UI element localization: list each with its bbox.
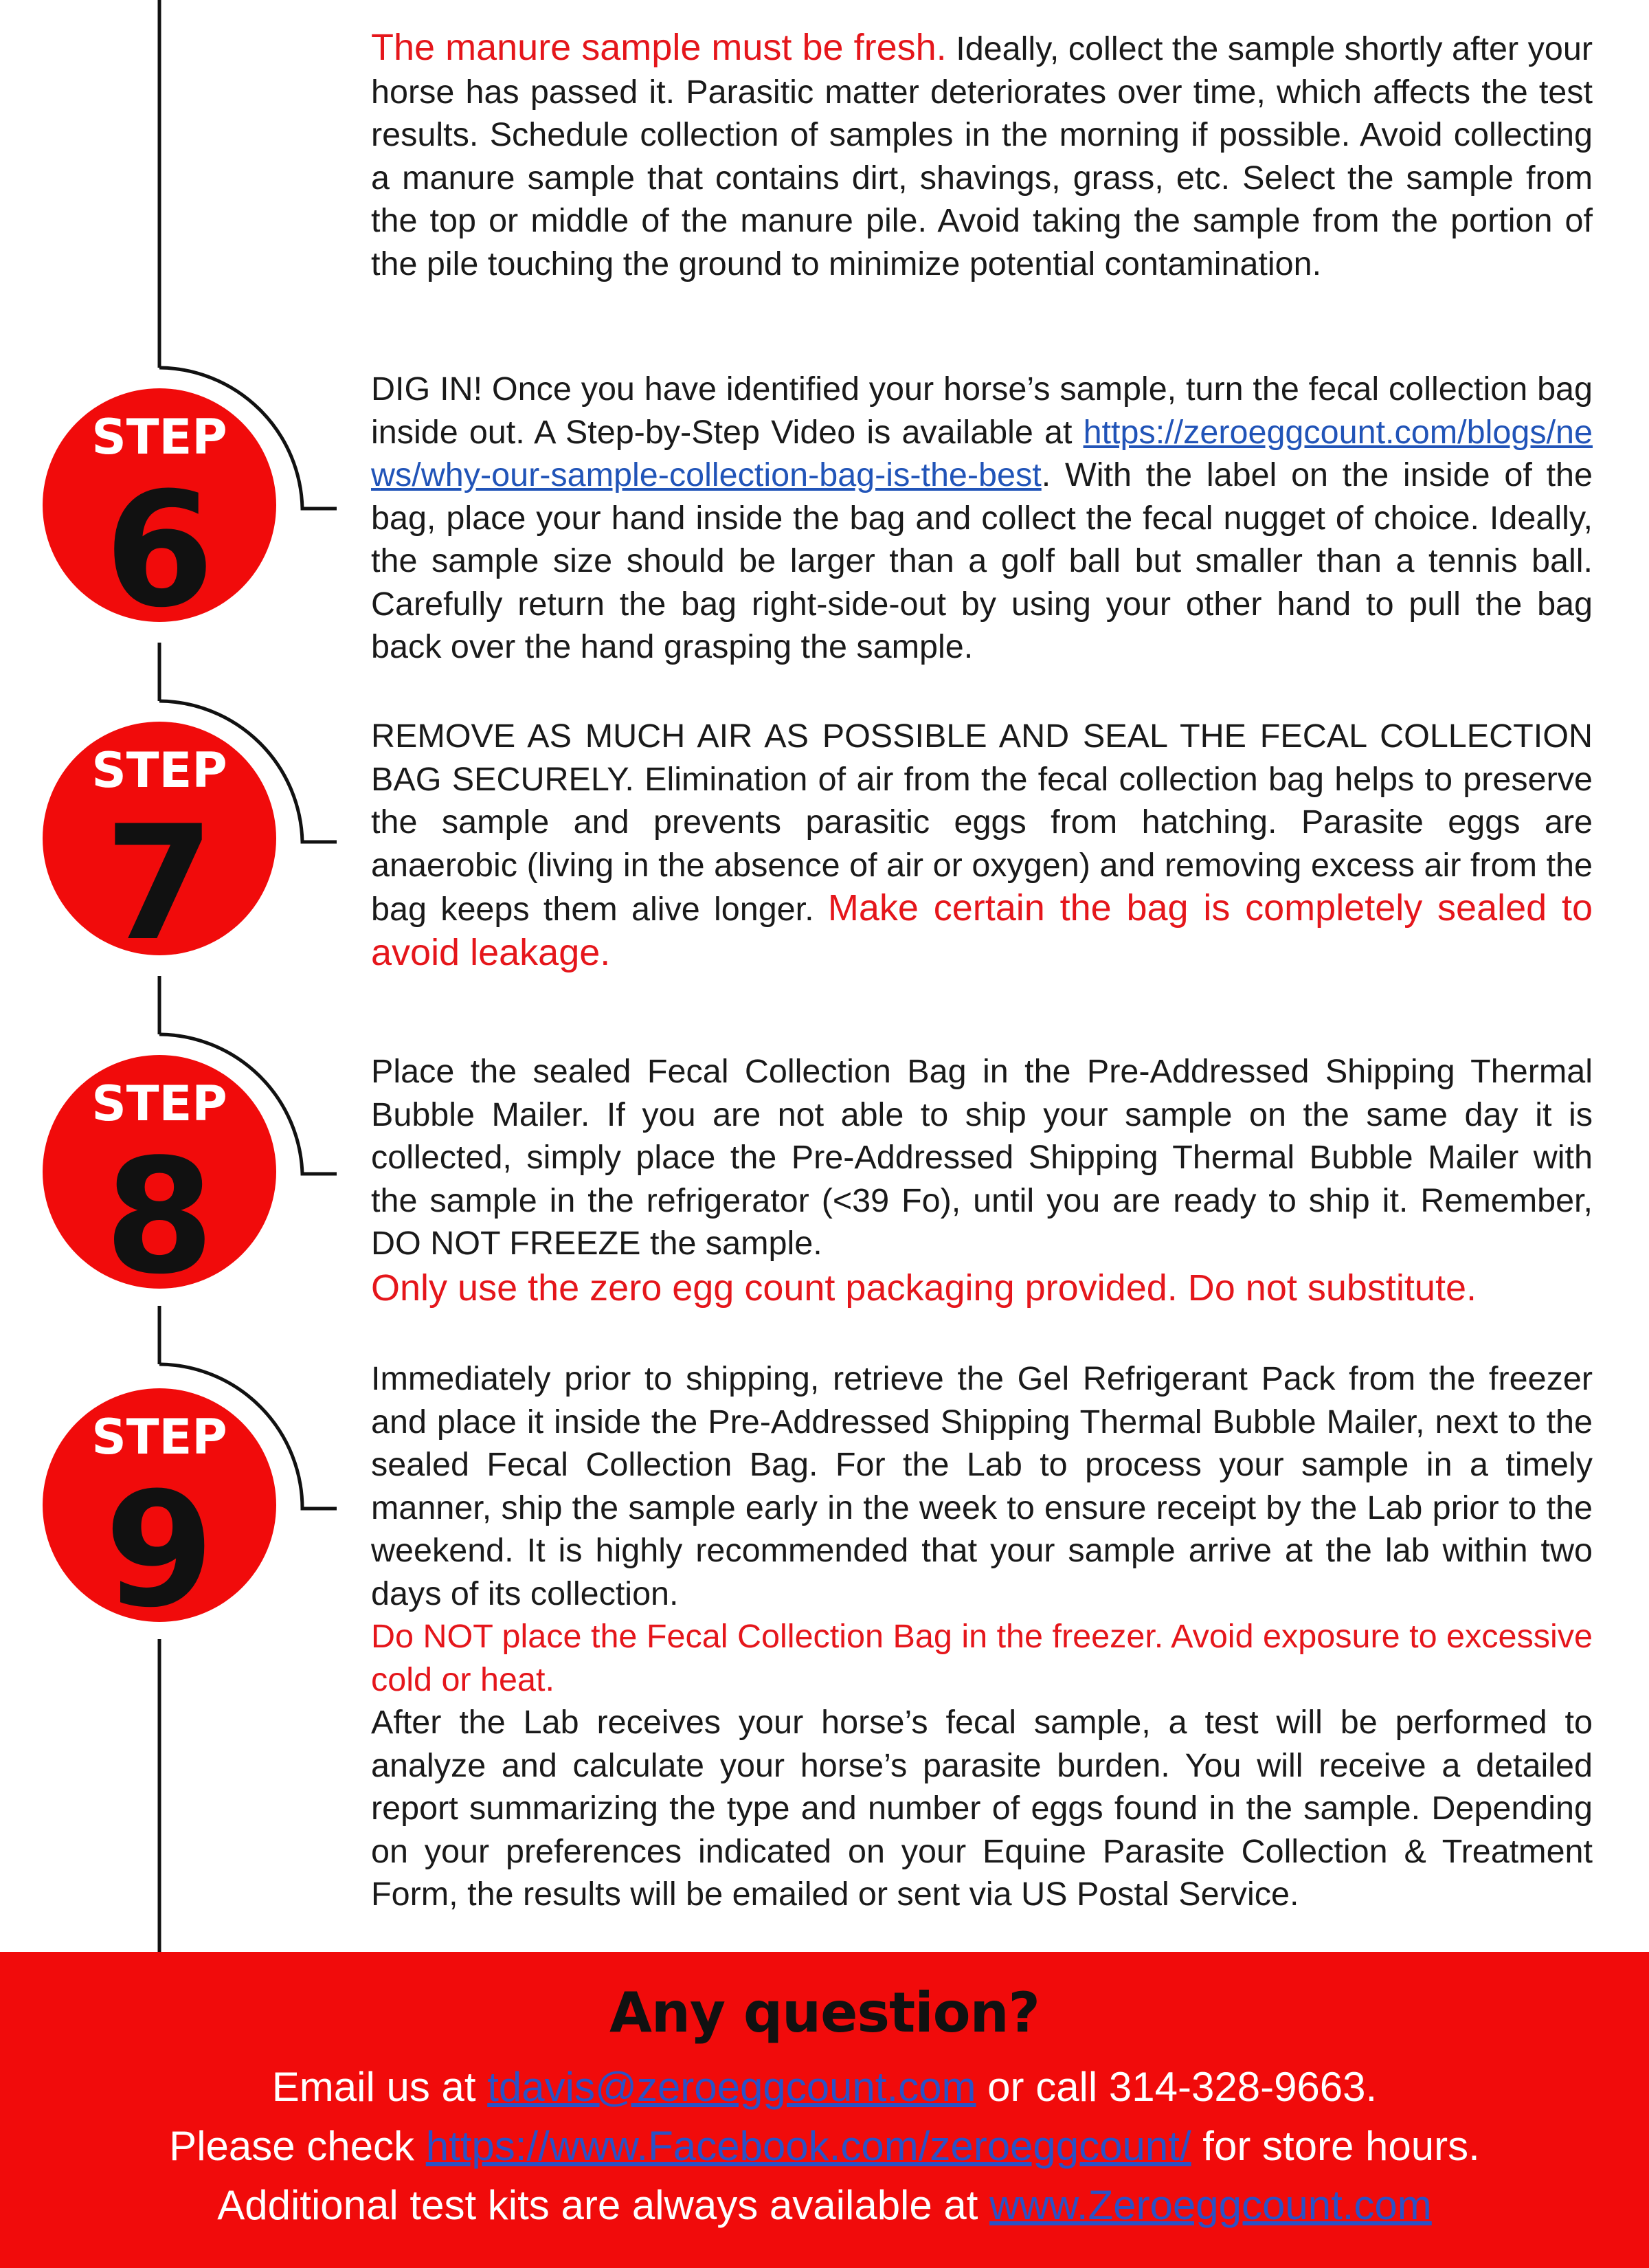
step6-paragraph [371, 368, 1593, 669]
step-label: STEP [91, 742, 227, 799]
facebook-suffix: for store hours. [1191, 2123, 1480, 2169]
step-badge-9 [43, 1388, 276, 1643]
step8-paragraph [371, 1050, 1593, 1311]
step-timeline [0, 0, 357, 1952]
contact-footer [0, 1952, 1649, 2268]
facebook-link[interactable]: https://www.Facebook.com/zeroeggcount/ [425, 2123, 1191, 2169]
step8-warning: Only use the zero egg count packaging provided. Do not substitute. [371, 1267, 1477, 1309]
step-label: STEP [91, 1409, 227, 1465]
intro-paragraph [371, 26, 1593, 285]
step9-text: Immediately prior to shipping, retrieve the Gel Refrigerant Pack from the freezer and place it inside the Pre-Addressed Shipping Thermal Bubble Mailer, next to the sealed Fecal Collection Bag. For the Lab to process your sample in a timely manner, ship the sample early in the week to ensure receipt by the Lab prior to the weekend. It is highly recommended that your sample arrive at the lab within two days of its collection. [371, 1360, 1593, 1612]
intro-highlight: The manure sample must be fresh. [371, 27, 947, 68]
email-prefix: Email us at [271, 2064, 488, 2110]
email-suffix: or call 314-328-9663. [976, 2064, 1378, 2110]
site-prefix: Additional test kits are always available at [217, 2182, 990, 2228]
step-number: 6 [104, 459, 215, 643]
footer-email-line [0, 2063, 1649, 2111]
step-badge-6 [43, 388, 276, 643]
step7-warning: Make certain the bag is completely sealed to avoid leakage. [371, 887, 1593, 973]
step7-text: REMOVE AS MUCH AIR AS POSSIBLE AND SEAL THE FECAL COLLECTION BAG SECURELY. Elimination of air from the fecal collection bag helps to preserve the sample and prevents parasitic eggs from hatching. Parasite eggs are anaerobic (living in the absence of air or oxygen) and removing excess air from the bag keeps them alive longer. [371, 718, 1593, 928]
step9-paragraph [371, 1357, 1593, 1916]
step-badge-8 [43, 1055, 276, 1309]
email-link[interactable]: tdavis@zeroeggcount.com [487, 2064, 976, 2110]
step7-paragraph [371, 715, 1593, 975]
intro-text: Ideally, collect the sample shortly after your horse has passed it. Parasitic matter deteriorates over time, which affects the test results. Schedule collection of samples in the morning if possible. Avoid collecting a manure sample that contains dirt, shavings, grass, etc. Select the sample from the top or middle of the manure pile. Avoid taking the sample from the portion of the pile touching the ground to minimize potential contamination. [371, 30, 1593, 282]
step8-text: Place the sealed Fecal Collection Bag in the Pre-Addressed Shipping Thermal Bubble Mailer. If you are not able to ship your sample on the same day it is collected, simply place the Pre-Addressed Shipping Thermal Bubble Mailer with the sample in the refrigerator (<39 Fo), until you are ready to ship it. Remember, DO NOT FREEZE the sample. [371, 1053, 1593, 1262]
step-number: 7 [104, 792, 215, 976]
facebook-prefix: Please check [169, 2123, 426, 2169]
step-number: 9 [104, 1459, 215, 1643]
footer-site-line [0, 2181, 1649, 2230]
step6-text-after: . With the label on the inside of the bag, place your hand inside the bag and collect the fecal nugget of choice. Ideally, the sample size should be larger than a golf ball but smaller than a tennis ball. Carefully return the bag right-side-out by using your other hand to pull the bag back over the hand grasping the sample. [371, 456, 1593, 665]
step-label: STEP [91, 1076, 227, 1132]
site-link[interactable]: www.Zeroeggcount.com [989, 2182, 1432, 2228]
step9-warning: Do NOT place the Fecal Collection Bag in the freezer. Avoid exposure to excessive cold or heat. [371, 1618, 1593, 1698]
footer-title: Any question? [609, 1981, 1040, 2045]
step-number: 8 [104, 1126, 215, 1309]
footer-facebook-line [0, 2122, 1649, 2170]
step9-after: After the Lab receives your horse’s fecal sample, a test will be performed to analyze and calculate your horse’s parasite burden. You will receive a detailed report summarizing the type and number of eggs found in the sample. Depending on your preferences indicated on your Equine Parasite Collection & Treatment Form, the results will be emailed or sent via US Postal Service. [371, 1704, 1593, 1913]
step-badge-7 [43, 722, 276, 976]
step6-text-before: DIG IN! Once you have identified your horse’s sample, turn the fecal collection bag inside out. A Step-by-Step Video is available at [371, 370, 1593, 451]
video-link[interactable]: https://zeroeggcount.com/blogs/news/why-our-sample-collection-bag-is-the-best [371, 413, 1593, 493]
step-label: STEP [91, 409, 227, 465]
